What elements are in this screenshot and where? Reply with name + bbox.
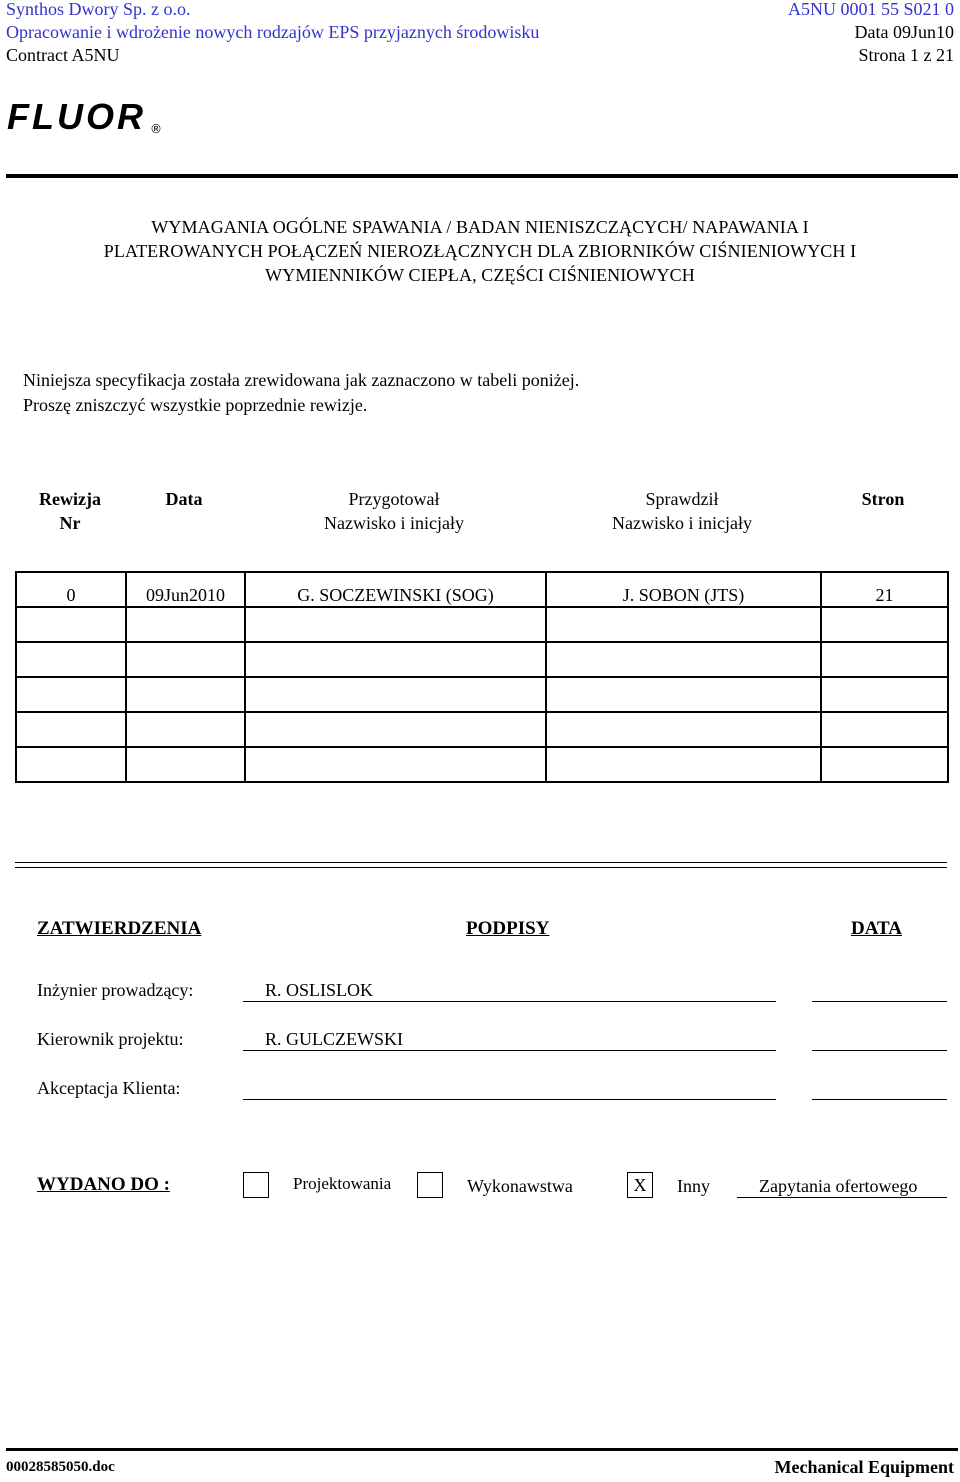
engineer-signature-line bbox=[243, 1001, 776, 1002]
col-checked-line1: Sprawdził bbox=[645, 489, 719, 509]
engineer-label: Inżynier prowadzący: bbox=[37, 980, 194, 1000]
rev-date-cell bbox=[126, 747, 245, 782]
engineer-name: R. OSLISLOK bbox=[265, 980, 374, 1000]
checkbox-other[interactable] bbox=[627, 1172, 653, 1198]
doc-number: A5NU 0001 55 S021 0 bbox=[787, 0, 954, 19]
rev-number-cell bbox=[16, 607, 126, 642]
footer-rule bbox=[6, 1448, 958, 1451]
approvals-heading: ZATWIERDZENIA bbox=[37, 918, 202, 939]
col-revision bbox=[20, 487, 120, 535]
revision-table bbox=[15, 571, 949, 783]
checkbox-other-mark: X bbox=[633, 1175, 647, 1195]
rev-prepared-cell bbox=[245, 607, 546, 642]
divider-bottom bbox=[15, 867, 947, 868]
doc-title bbox=[0, 215, 960, 287]
rev-pages-cell bbox=[821, 642, 948, 677]
other-value-line bbox=[737, 1197, 947, 1198]
rev-checked-cell bbox=[546, 712, 821, 747]
rev-prepared-cell bbox=[245, 747, 546, 782]
project-name: Opracowanie i wdrożenie nowych rodzajów EPS przyjaznych środowisku bbox=[6, 22, 540, 42]
registered-mark-icon: ® bbox=[149, 122, 162, 136]
rev-date-cell bbox=[126, 712, 245, 747]
table-row bbox=[16, 607, 948, 642]
table-row bbox=[16, 572, 948, 607]
rev-pages-cell bbox=[821, 677, 948, 712]
rev-date-cell bbox=[126, 642, 245, 677]
date-heading: DATA bbox=[851, 918, 903, 939]
rev-number-cell bbox=[16, 712, 126, 747]
signatures-heading: PODPISY bbox=[466, 918, 550, 939]
doc-date: Data 09Jun10 bbox=[854, 22, 954, 42]
title-line-2: PLATEROWANYCH POŁĄCZEŃ NIEROZŁĄCZNYCH DLA ZBIORNIKÓW CIŚNIENIOWYCH I bbox=[103, 241, 857, 261]
table-row bbox=[16, 642, 948, 677]
manager-label: Kierownik projektu: bbox=[37, 1029, 184, 1049]
rev-checked-cell bbox=[546, 607, 821, 642]
footer-filename: 00028585050.doc bbox=[6, 1459, 115, 1475]
other-value: Zapytania ofertowego bbox=[759, 1176, 918, 1196]
table-row bbox=[16, 712, 948, 747]
option-execution-label: Wykonawstwa bbox=[467, 1176, 573, 1196]
header-rule bbox=[6, 174, 958, 178]
col-prepared-line2: Nazwisko i inicjały bbox=[324, 513, 464, 533]
client-date-line bbox=[812, 1099, 947, 1100]
rev-date-cell bbox=[126, 607, 245, 642]
engineer-date-line bbox=[812, 1001, 947, 1002]
notice-line-2: Proszę zniszczyć wszystkie poprzednie rewizje. bbox=[23, 395, 368, 415]
col-prepared bbox=[264, 487, 524, 535]
manager-name: R. GULCZEWSKI bbox=[265, 1029, 403, 1049]
table-row bbox=[16, 747, 948, 782]
option-design-label: Projektowania bbox=[293, 1174, 392, 1193]
title-line-3: WYMIENNIKÓW CIEPŁA, CZĘŚCI CIŚNIENIOWYCH bbox=[265, 265, 695, 285]
col-checked bbox=[552, 487, 812, 535]
rev-prepared-cell: G. SOCZEWINSKI (SOG) bbox=[245, 572, 546, 607]
notice-line-1: Niniejsza specyfikacja została zrewidowana jak zaznaczono w tabeli poniżej. bbox=[23, 370, 580, 390]
rev-number-cell bbox=[16, 747, 126, 782]
contract-text: Contract A5NU bbox=[6, 45, 120, 65]
col-revision-line2: Nr bbox=[59, 513, 81, 533]
fluor-logo bbox=[7, 96, 162, 138]
rev-pages-cell bbox=[821, 712, 948, 747]
contract-label bbox=[6, 44, 119, 66]
client-signature-line bbox=[243, 1099, 776, 1100]
rev-prepared-cell bbox=[245, 677, 546, 712]
col-prepared-line1: Przygotował bbox=[348, 489, 440, 509]
manager-date-line bbox=[812, 1050, 947, 1051]
rev-checked-cell bbox=[546, 677, 821, 712]
checkbox-design[interactable] bbox=[243, 1172, 269, 1198]
company-name: Synthos Dwory Sp. z o.o. bbox=[6, 0, 191, 19]
rev-checked-cell bbox=[546, 747, 821, 782]
rev-date-cell: 09Jun2010 bbox=[126, 572, 245, 607]
issued-to-label: WYDANO DO : bbox=[37, 1174, 170, 1195]
col-checked-line2: Nazwisko i inicjały bbox=[612, 513, 752, 533]
rev-prepared-cell bbox=[245, 712, 546, 747]
title-line-1: WYMAGANIA OGÓLNE SPAWANIA / BADAN NIENISZCZĄCYCH/ NAPAWANIA I bbox=[151, 217, 809, 237]
rev-checked-cell bbox=[546, 642, 821, 677]
rev-number-cell bbox=[16, 677, 126, 712]
rev-prepared-cell bbox=[245, 642, 546, 677]
rev-pages-cell bbox=[821, 607, 948, 642]
col-revision-line1: Rewizja bbox=[39, 489, 101, 509]
revision-notice bbox=[23, 368, 579, 418]
rev-pages-cell bbox=[821, 747, 948, 782]
footer-category: Mechanical Equipment bbox=[774, 1457, 954, 1477]
checkbox-execution[interactable] bbox=[417, 1172, 443, 1198]
client-label: Akceptacja Klienta: bbox=[37, 1078, 181, 1098]
divider-top bbox=[15, 862, 947, 863]
rev-pages-cell: 21 bbox=[821, 572, 948, 607]
table-row bbox=[16, 677, 948, 712]
rev-checked-cell: J. SOBON (JTS) bbox=[546, 572, 821, 607]
rev-date-cell bbox=[126, 677, 245, 712]
page-number: Strona 1 z 21 bbox=[858, 45, 954, 65]
manager-signature-line bbox=[243, 1050, 776, 1051]
rev-number-cell: 0 bbox=[16, 572, 126, 607]
col-date: Data bbox=[165, 489, 203, 509]
option-other-label: Inny bbox=[677, 1176, 710, 1196]
col-pages: Stron bbox=[861, 489, 905, 509]
rev-number-cell bbox=[16, 642, 126, 677]
logo-wordmark: FLUOR bbox=[7, 96, 146, 137]
